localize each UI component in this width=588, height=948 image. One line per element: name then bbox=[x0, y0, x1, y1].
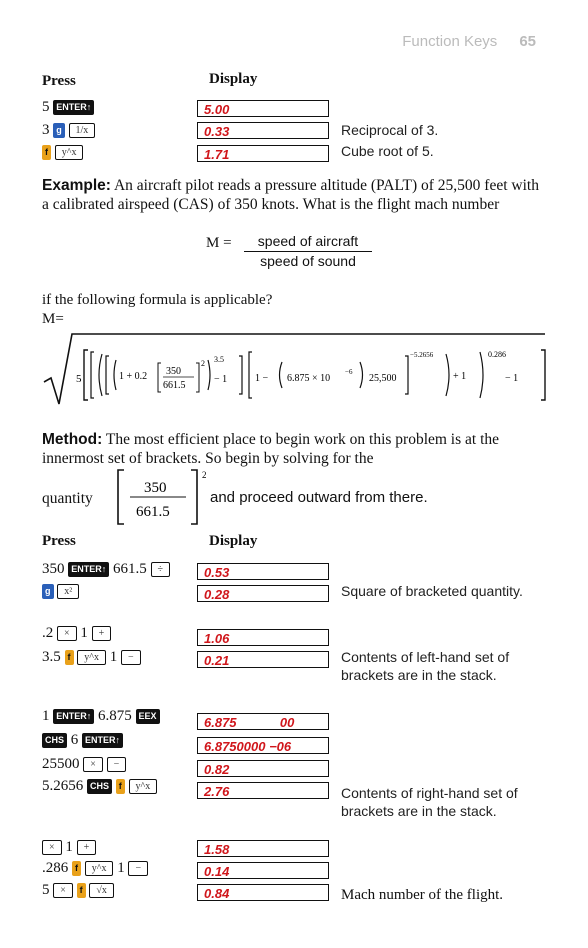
key-enter-icon: ENTER↑ bbox=[82, 733, 123, 748]
note-square: Square of bracketed quantity. bbox=[341, 583, 523, 599]
key--icon: − bbox=[107, 757, 127, 772]
press-row bbox=[42, 143, 83, 161]
press-row bbox=[42, 777, 157, 795]
method-text: The most efficient place to begin work on this problem is at the innermost set of brackets. So begin by solving for the bbox=[42, 431, 500, 467]
formula-exp0286: 0.286 bbox=[488, 350, 506, 359]
press-prefix: 5.2656 bbox=[42, 778, 84, 794]
press-row bbox=[42, 859, 148, 877]
example-paragraph bbox=[42, 176, 542, 214]
key-x-icon: x² bbox=[57, 584, 79, 599]
mach-fraction bbox=[244, 233, 372, 269]
key-chs-icon: CHS bbox=[87, 779, 112, 794]
press-suffix: 1 bbox=[117, 860, 125, 876]
key-chs-icon: CHS bbox=[42, 733, 67, 748]
display-readout: 0.53 bbox=[197, 563, 329, 580]
press-prefix: 3.5 bbox=[42, 649, 61, 665]
press-prefix: 5 bbox=[42, 882, 50, 898]
outer-right-bracket bbox=[541, 350, 545, 400]
press-row bbox=[42, 838, 96, 856]
quantity-word: quantity bbox=[42, 490, 93, 507]
mach-formula bbox=[42, 330, 547, 410]
formula-plus1: + 1 bbox=[453, 371, 467, 382]
fraction-bracket-right bbox=[196, 363, 199, 392]
quantity-fraction bbox=[112, 468, 212, 528]
press-row bbox=[42, 98, 94, 116]
inner-paren-left bbox=[114, 360, 116, 390]
question-text: if the following formula is applicable? bbox=[42, 292, 273, 308]
display-readout: 0.14 bbox=[197, 862, 329, 879]
quantity-bracket-left bbox=[118, 470, 124, 524]
key--icon: + bbox=[77, 840, 97, 855]
page-header bbox=[402, 33, 536, 50]
note-right-brackets: Contents of right-hand set of brackets are in the stack. bbox=[341, 785, 518, 819]
display-readout: 2.76 bbox=[197, 782, 329, 799]
formula-6615: 661.5 bbox=[163, 380, 186, 391]
section-title: Function Keys bbox=[402, 33, 498, 50]
press-prefix: 3 bbox=[42, 122, 50, 138]
display-heading-2: Display bbox=[209, 533, 258, 549]
press-suffix: 661.5 bbox=[113, 561, 147, 577]
key--icon: × bbox=[83, 757, 103, 772]
fraction-numerator: speed of aircraft bbox=[257, 233, 359, 249]
quantity-exponent: 2 bbox=[202, 470, 207, 480]
quantity-denominator: 661.5 bbox=[136, 504, 170, 520]
key-g-icon: g bbox=[53, 123, 65, 138]
press-row bbox=[42, 648, 141, 666]
method-label: Method: bbox=[42, 431, 103, 448]
key-enter-icon: ENTER↑ bbox=[68, 562, 109, 577]
key--icon: + bbox=[92, 626, 112, 641]
left-group-bracket bbox=[91, 352, 94, 398]
formula-6875: 6.875 × 10 bbox=[287, 373, 331, 384]
display-readout: 0.28 bbox=[197, 585, 329, 602]
press-row bbox=[42, 755, 126, 773]
formula-1p02: 1 + 0.2 bbox=[119, 371, 148, 382]
inner-paren-right bbox=[208, 360, 210, 390]
formula-1minus: 1 − bbox=[255, 373, 269, 384]
formula-five: 5 bbox=[76, 373, 82, 385]
display-readout: 1.71 bbox=[197, 145, 329, 162]
key-f-icon: f bbox=[42, 145, 51, 160]
display-readout: 0.82 bbox=[197, 760, 329, 777]
example-label: Example: bbox=[42, 177, 111, 194]
m-equals-2: M= bbox=[42, 311, 64, 327]
note-left-brackets: Contents of left-hand set of brackets are in the stack. bbox=[341, 649, 510, 683]
press-suffix: 1 bbox=[109, 649, 118, 665]
press-prefix: 5 bbox=[42, 99, 50, 115]
press-prefix: 25500 bbox=[42, 756, 80, 772]
paren6875-left bbox=[280, 362, 283, 388]
press-row bbox=[42, 560, 170, 578]
key-enter-icon: ENTER↑ bbox=[53, 100, 94, 115]
formula-exp-6: −6 bbox=[345, 368, 353, 376]
press-row bbox=[42, 582, 79, 600]
key--icon: × bbox=[42, 840, 62, 855]
formula-exp35: 3.5 bbox=[214, 355, 224, 364]
display-readout: 6.8750000 −06 bbox=[197, 737, 329, 754]
key--icon: − bbox=[128, 861, 148, 876]
fraction-denominator: speed of sound bbox=[244, 251, 372, 269]
note-mach: Mach number of the flight. bbox=[341, 887, 504, 903]
paren6875-right bbox=[360, 362, 363, 388]
method-paragraph bbox=[42, 430, 542, 468]
display-readout: 0.33 bbox=[197, 122, 329, 139]
display-readout: 5.00 bbox=[197, 100, 329, 117]
exp-bracket-right bbox=[405, 356, 408, 394]
press-suffix: 1 bbox=[65, 839, 73, 855]
press-row bbox=[42, 881, 114, 899]
press-row bbox=[42, 707, 160, 725]
formula-25500: 25,500 bbox=[369, 373, 397, 384]
radical-sign bbox=[44, 334, 545, 404]
key-yx-icon: y^x bbox=[77, 650, 106, 665]
press-suffix: 6 bbox=[70, 732, 79, 748]
display-readout: 1.06 bbox=[197, 629, 329, 646]
formula-minus1: − 1 bbox=[214, 374, 228, 385]
press-prefix: .2 bbox=[42, 625, 54, 641]
press-prefix: 350 bbox=[42, 561, 65, 577]
key-f-icon: f bbox=[77, 883, 86, 898]
note-reciprocal: Reciprocal of 3. bbox=[341, 122, 439, 138]
key-f-icon: f bbox=[72, 861, 81, 876]
m-equals-1: M = bbox=[206, 235, 232, 251]
quantity-bracket-right bbox=[191, 470, 197, 524]
key-yx-icon: y^x bbox=[129, 779, 158, 794]
press-heading: Press bbox=[42, 73, 76, 89]
press-prefix: 1 bbox=[42, 708, 50, 724]
press-suffix: 6.875 bbox=[98, 708, 132, 724]
key-eex-icon: EEX bbox=[136, 709, 160, 724]
display-readout: 6.875 00 bbox=[197, 713, 329, 730]
press-prefix: .286 bbox=[42, 860, 69, 876]
formula-exp-52656: −5.2656 bbox=[410, 351, 434, 359]
press-row bbox=[42, 731, 123, 749]
press-row bbox=[42, 121, 95, 139]
press-heading-2: Press bbox=[42, 533, 76, 549]
key--icon: ÷ bbox=[151, 562, 171, 577]
fraction-bracket-left bbox=[158, 363, 161, 392]
key-1x-icon: 1/x bbox=[69, 123, 96, 138]
key-f-icon: f bbox=[116, 779, 125, 794]
method-rest: and proceed outward from there. bbox=[210, 489, 428, 506]
key--icon: × bbox=[53, 883, 73, 898]
display-readout: 1.58 bbox=[197, 840, 329, 857]
key-f-icon: f bbox=[65, 650, 74, 665]
formula-square: 2 bbox=[201, 359, 205, 368]
key-enter-icon: ENTER↑ bbox=[53, 709, 94, 724]
example-text: An aircraft pilot reads a pressure altitude (PALT) of 25,500 feet with a calibrated airspeed (CAS) of 350 knots. What is the flight mach number bbox=[42, 177, 539, 213]
left-brace bbox=[99, 354, 102, 396]
page-number: 65 bbox=[519, 33, 536, 50]
key-g-icon: g bbox=[42, 584, 54, 599]
key-x-icon: √x bbox=[89, 883, 114, 898]
key--icon: − bbox=[121, 650, 141, 665]
display-readout: 0.21 bbox=[197, 651, 329, 668]
right-group-bracket-left bbox=[249, 352, 252, 398]
press-suffix: 1 bbox=[80, 625, 88, 641]
inner-bracket-left bbox=[106, 356, 109, 394]
formula-350: 350 bbox=[166, 366, 181, 377]
key-yx-icon: y^x bbox=[55, 145, 84, 160]
note-cube-root: Cube root of 5. bbox=[341, 143, 434, 159]
display-readout: 0.84 bbox=[197, 884, 329, 901]
display-heading: Display bbox=[209, 71, 258, 87]
right-brace bbox=[446, 354, 449, 396]
key--icon: × bbox=[57, 626, 77, 641]
key-yx-icon: y^x bbox=[85, 861, 114, 876]
formula-minus1b: − 1 bbox=[505, 373, 519, 384]
quantity-numerator: 350 bbox=[144, 480, 167, 496]
outer-left-bracket bbox=[84, 350, 88, 400]
right-paren-close bbox=[480, 352, 483, 398]
press-row bbox=[42, 624, 111, 642]
inner-bracket-right bbox=[239, 356, 242, 394]
